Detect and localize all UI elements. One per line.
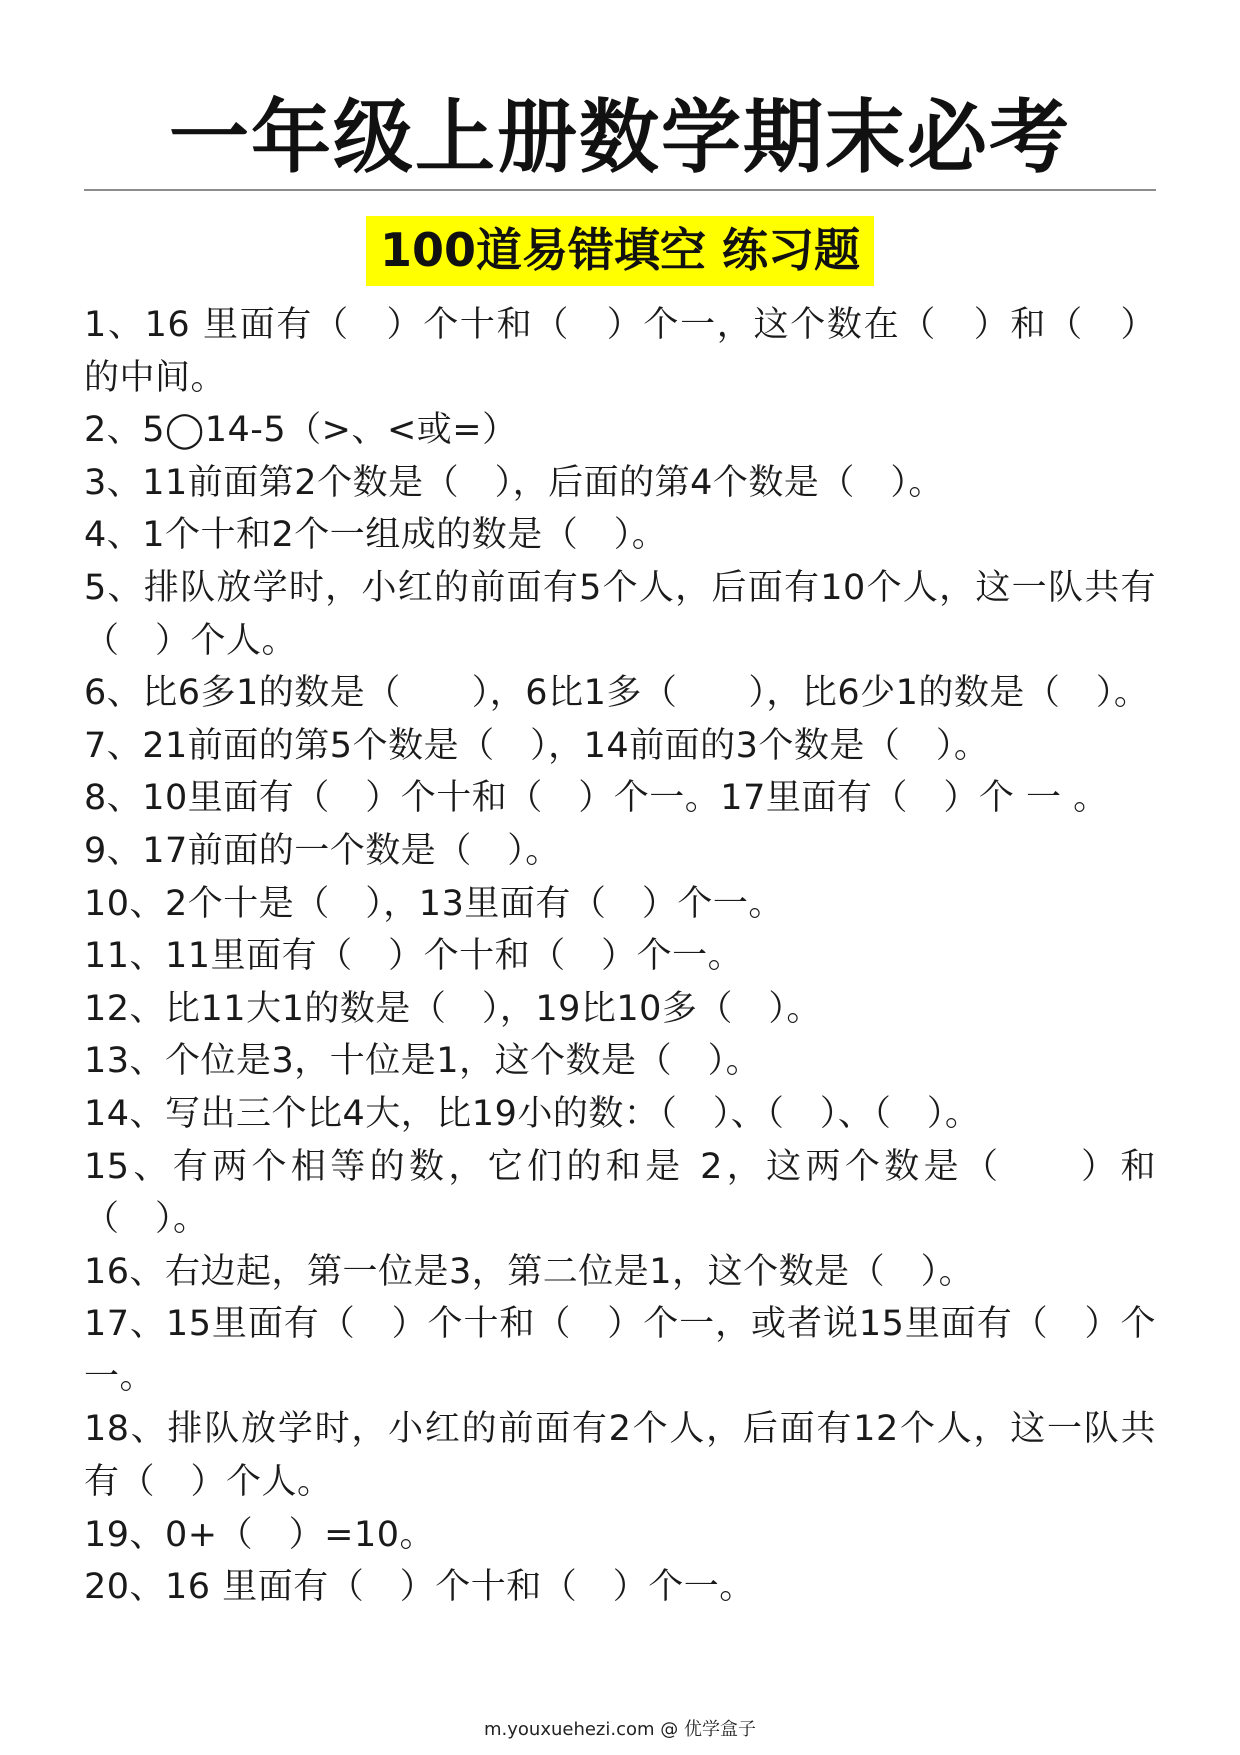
question-item: 10、2个十是（ ），13里面有（ ）个一。 bbox=[84, 883, 784, 924]
subtitle-container bbox=[0, 216, 1240, 286]
question-item: 13、个位是3，十位是1，这个数是（ ）。 bbox=[84, 1041, 762, 1082]
question-item: 20、16 里面有（ ）个十和（ ）个一。 bbox=[84, 1567, 755, 1608]
question-item: 1、16 里面有（ ）个十和（ ）个一，这个数在（ ）和（ ）的中间。 bbox=[84, 305, 1156, 398]
question-item: 19、0+（ ）=10。 bbox=[84, 1514, 435, 1555]
question-item: 2、5◯14-5（>、<或=） bbox=[84, 410, 518, 451]
question-item: 17、15里面有（ ）个十和（ ）个一，或者说15里面有（ ）个一。 bbox=[84, 1304, 1156, 1397]
question-item: 12、比11大1的数是（ ），19比10多（ ）。 bbox=[84, 988, 822, 1029]
question-item: 4、1个十和2个一组成的数是（ ）。 bbox=[84, 515, 668, 556]
question-item: 18、排队放学时，小红的前面有2个人，后面有12个人，这一队共有（ ）个人。 bbox=[84, 1409, 1156, 1503]
question-item: 3、11前面第2个数是（ ），后面的第4个数是（ ）。 bbox=[84, 462, 944, 503]
page-title: 一年级上册数学期末必考 bbox=[169, 91, 1071, 184]
title-divider bbox=[84, 189, 1156, 191]
question-item: 14、写出三个比4大，比19小的数：（ ）、（ ）、（ ）。 bbox=[84, 1093, 981, 1134]
question-item: 15、有两个相等的数，它们的和是 2，这两个数是（ ）和（ ）。 bbox=[84, 1146, 1156, 1240]
question-item: 8、10里面有（ ）个十和（ ）个一。17里面有（ ）个 一 。 bbox=[84, 778, 1109, 819]
question-item: 16、右边起，第一位是3，第二位是1，这个数是（ ）。 bbox=[84, 1251, 975, 1292]
footer-watermark: m.youxuehezi.com @ 优学盒子 bbox=[483, 1719, 756, 1740]
question-item: 9、17前面的一个数是（ ）。 bbox=[84, 830, 561, 871]
question-item: 7、21前面的第5个数是（ ），14前面的3个数是（ ）。 bbox=[84, 725, 990, 766]
question-item: 5、排队放学时，小红的前面有5个人，后面有10个人，这一队共有（ ）个人。 bbox=[84, 567, 1156, 661]
subtitle-highlight: 100道易错填空 练习题 bbox=[366, 216, 874, 286]
question-list bbox=[84, 299, 1156, 1614]
question-item: 6、比6多1的数是（ ），6比1多（ ），比6少1的数是（ ）。 bbox=[84, 673, 1150, 714]
question-item: 11、11里面有（ ）个十和（ ）个一。 bbox=[84, 936, 744, 977]
